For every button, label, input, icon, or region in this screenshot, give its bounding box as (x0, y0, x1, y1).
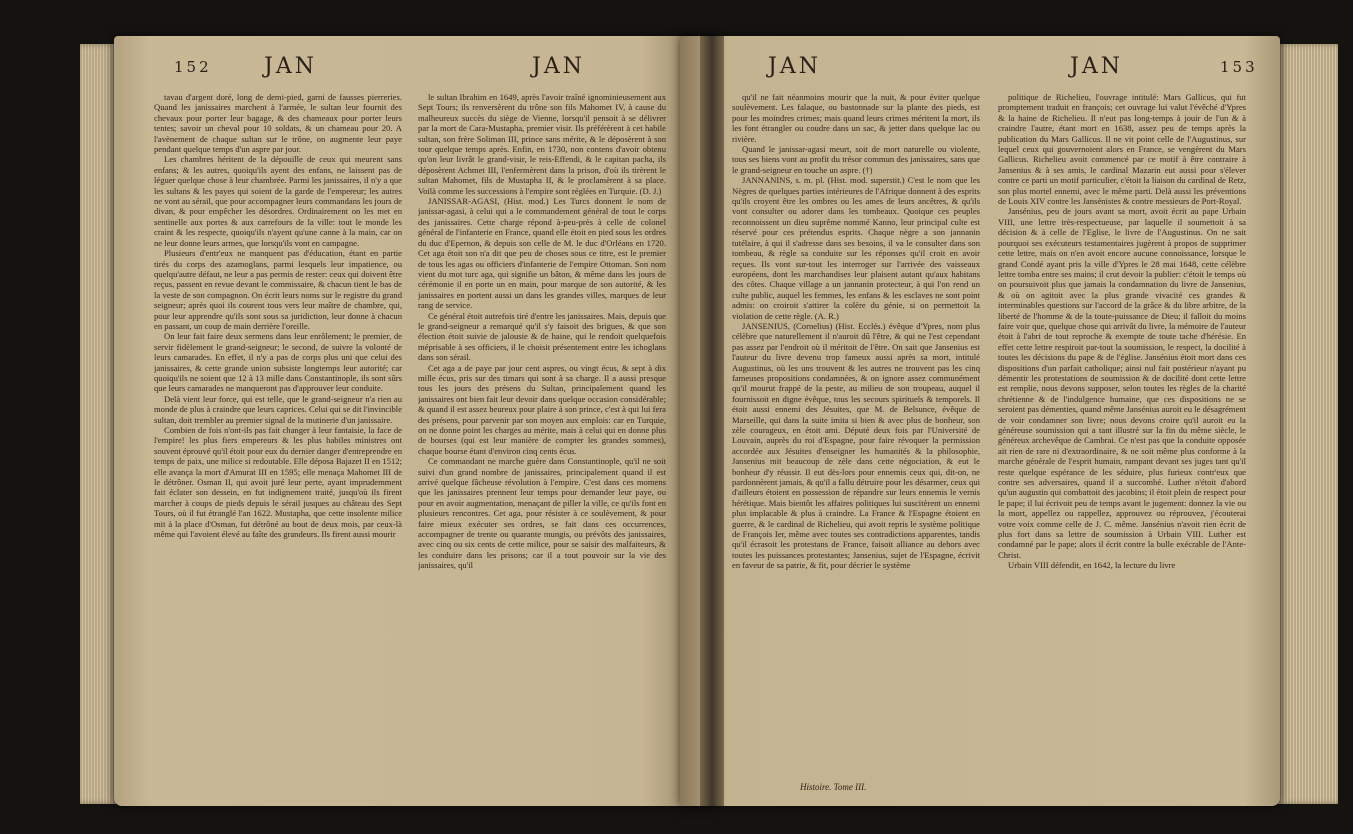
paragraph: JANNANINS, s. m. pl. (Hist. mod. superstit.) C'est le nom que les Nègres de quelques parties intérieures de l'Afrique donnent à des esprits qu'ils croyent être les ombres ou les ames de leurs ancêtres, & qu'ils vont consulter ou adorer dans les tombeaux. Quoique ces peuples reconnoissent un dieu suprême nommé Kanno, leur principal culte est réservé pour ces prétendus esprits. Chaque nègre a son jannanin tutélaire, à qui il s'adresse dans ses besoins, il va le consulter dans son tombeau, & règle sa conduite sur les réponses qu'il croit en avoir reçues. Ils vont sur-tout les interroger sur l'arrivée des vaisseaux européens, dont les marchandises leur plaisent autant qu'aux habitans des côtes. Chaque village a un jannanin protecteur, à qui l'on rend un culte public, auquel les femmes, les enfans & les esclaves ne sont point admis: on croiroit s'attirer la colère du génie, si on permettoit la violation de cette règle. (A. R.) (732, 175, 980, 321)
page-number: 152 (174, 58, 212, 76)
paragraph: qu'il ne fait néanmoins mourir que la nuit, & pour éviter quelque soulèvement. Les falaque, ou bastonnade sur la plante des pieds, est pour les moindres crimes; mais quand leurs crimes méritent la mort, ils les font étrangler ou coudre dans un sac, & jetter dans quelque lac ou rivière. (732, 92, 980, 144)
right-page-header (680, 52, 1280, 84)
paragraph: tavau d'argent doré, long de demi-pied, garni de fausses pierreries. Quand les janissaires marchent à l'armée, le sultan leur fournit des chevaux pour porter leur bagage, & des chameaux pour porter leurs tentes; savoir un cheval pour 10 soldats, & un chameau pour 20. A l'avènement de chaque sultan sur le trône, on augmente leur paye pendant quelque temps d'un aspre par jour. (154, 92, 402, 155)
paragraph: Combien de fois n'ont-ils pas fait changer à leur fantaisie, la face de l'empire! les plus fiers empereurs & les plus habiles ministres ont souvent éprouvé qu'il étoit pour eux du dernier danger d'entreprendre en temps de paix, une milice si redoutable. Elle déposa Bajazet II en 1512; elle avança la mort d'Amurat III en 1595; elle menaça Mahomet III de le détrôner. Osman II, qui avoit juré leur perte, ayant imprudemment fait éclater son dessein, en fut indignement traité, jusqu'où ils firent marcher à coups de pieds depuis le sérail jusques au château des Sept Tours, où il fut étranglé l'an 1622. Mustapha, que cette insolente milice mit à la place d'Osman, fut détrôné au bout de deux mois, par ceux-là même qui l'avoient élevé au faîte des grandeurs. Ils firent aussi mourir (154, 425, 402, 540)
running-head: JAN (768, 54, 821, 79)
right-page (680, 36, 1280, 806)
open-book (60, 14, 1310, 824)
paragraph: Quand le janissar-agasi meurt, soit de mort naturelle ou violente, tous ses biens vont au profit du trésor commun des janissaires, sans que le grand-seigneur en touche un aspre. (†) (732, 144, 980, 175)
paragraph: Plusieurs d'entr'eux ne manquent pas d'éducation, étant en partie tirés du corps des azamoglans, parmi lesquels leur impatience, ou quelqu'autre défaut, ne leur a pas permis de rester: ceux qui doivent être reçus, passent en revue devant le commissaire, & chacun tient le bas de la veste de son compagnon. On écrit leurs noms sur le registre du grand seigneur; après quoi ils courent tous vers leur maître de chambre, qui, pour leur apprendre qu'ils sont sous sa juridiction, leur donne à chacun en passant, un coup de main derrière l'oreille. (154, 248, 402, 331)
page-edges-right (1278, 44, 1338, 804)
paragraph: JANSENIUS, (Cornelius) (Hist. Ecclés.) évêque d'Ypres, nom plus célèbre que naturellement il n'auroit dû l'être, & qui ne l'est cependant pas assez par l'endroit où il méritoit de l'être. On sait que Jansenius est l'auteur du livre devenu trop fameux aussi après sa mort, intitulé Augustinus, où les uns trouvent & les autres ne trouvent pas les cinq fameuses propositions condamnées, & on ignore assez communément qu'il mourut frappé de la peste, au milieu de son troupeau, auquel il fournissoit en digne évêque, tous les secours spirituels & temporels. Il étoit aussi ennemi des Jésuites, que M. de Belsunce, évêque de Marseille, qui dans la suite imita si bien & avec plus de bonheur, son zèle courageux, en étoit ami. Député deux fois par l'Université de Louvain, auprès du roi d'Espagne, pour faire révoquer la permission accordée aux Jésuites d'enseigner les humanités & la philosophie, Jansenius mit beaucoup de zèle dans cette négociation, & eut le bonheur d'y réussir. Il eut dès-lors pour ennemis ceux qui, dit-on, ne pardonnèrent jamais, & qu'il a fallu détruire pour les désarmer, ceux qui d'ailleurs étoient en possession de répandre sur leurs ennemis le vernis hérétique. Mais bientôt les affaires politiques lui suscitèrent un ennemi plus implacable & plus à craindre. La France & l'Espagne étoient en guerre, & le cardinal de Richelieu, qui avoit repris le système politique de François Ier, même avec toutes ses contradictions apparentes, tandis qu'il écrasoit les protestans de France, faisoit alliance au dehors avec toutes les puissances protestantes; Jansenius, sujet de l'Espagne, écrivit en faveur de sa patrie, & fit, pour décrier le système (732, 320, 980, 571)
paragraph: Ce commandant ne marche guère dans Constantinople, qu'il ne soit suivi d'un grand nombre de janissaires, principalement quand il est arrivé quelque fâcheuse révolution à l'empire. C'est dans ces momens que les janissaires prennent leur temps pour demander leur paye, ou pour en avoir augmentation, menaçant de piller la ville, ce qu'ils font en plusieurs rencontres. Cet aga, pour résister à ce soulèvement, & pour faire mieux exécuter ses ordres, se fait dans ces occurrences, accompagner de trente ou quarante mungis, ou prévôts des janissaires, avec cinq ou six cents de cette milice, pour se saisir des malfaiteurs, & les conduire dans les prisons; car il a tout pouvoir sur la vie des janissaires, qu'il (418, 456, 666, 571)
running-head: JAN (264, 54, 317, 79)
signature-footer: Histoire. Tome III. (800, 782, 867, 792)
right-column-2 (998, 92, 1246, 792)
paragraph: Ce général étoit autrefois tiré d'entre les janissaires. Mais, depuis que le grand-seigneur a remarqué qu'il s'y faisoit des brigues, & que son élection étoit suivie de jalousie & de haine, qui le rendoit quelquefois méprisable à ses officiers, il le choisit présentement entre les ichoglans dans son sérail. (418, 310, 666, 363)
running-head: JAN (532, 54, 585, 79)
paragraph: On leur fait faire deux sermens dans leur enrôlement; le premier, de servir fidèlement le grand-seigneur; le second, de suivre la volonté de leurs camarades. En effet, il n'y a pas de corps plus uni que celui des janissaires, & cette grande union subsiste longtemps leur autorité; car quoiqu'ils ne soient que 12 à 13 mille dans Constantinople, ils sont sûrs que leurs camarades ne manqueront pas d'approuver leur conduite. (154, 331, 402, 394)
paragraph: Jansénius, peu de jours avant sa mort, avoit écrit au pape Urbain VIII, une lettre très-respectueuse, par laquelle il soumettoit à sa décision & à celle de l'Eglise, le livre de l'Augustinus. On ne sait pourquoi ses exécuteurs testamentaires jugèrent à propos de supprimer cette lettre, mais on n'en avoit encore aucune connoissance, lorsque le grand Condé ayant pris la ville d'Ypres le 28 mai 1648, cette célèbre lettre tomba entre ses mains; il crut devoir la publier: c'étoit le temps où on poursuivoit plus que jamais la condamnation du livre de Jansenius, & où on agitoit avec la plus grande vivacité ces grandes & interminables questions sur l'accord de la grâce & du libre arbitre, de la liberté de l'homme & de la toute-puissance de Dieu; il falloit du moins faire voir que, quelque chose qui arrivât du livre, la mémoire de l'auteur étoit à l'abri de tout reproche & exempte de toute tache d'hérésie. En effet cette lettre respiroit par-tout la soumission, le respect, la docilité à toutes les décisions du pape & de l'église. Jansénius étoit mort dans ces dispositions d'un parfait catholique; ainsi nul fait postérieur n'ayant pu démentir les protestations de soumission & de docilité dont cette lettre est remplie, nous devons supposer, selon toutes les règles de la charité chrétienne & de l'indulgence humaine, que ces dispositions ne se seroient pas démenties, quand même Jansénius auroit eu le désagrément de voir condamner son livre; nous devons croire qu'il auroit eu la généreuse soumission qui a tant illustré sur la fin du même siècle, le généreux archevêque de Cambrai. Ce n'est pas que la conduite opposée ait rien de rare ni d'extraordinaire, & ne soit même plus conforme à la marche générale de l'esprit humain, rampant devant ses juges tant qu'il reste quelque espérance de les séduire, plus furieux contr'eux que contre ses adversaires, quand il a succombé. Luther n'étoit d'abord qu'un augustin qui combattoit des jacobins; il étoit plein de respect pour le pape; il lui écrivoit peu de temps avant le jugement: donnez la vie ou la mort, appellez ou rappellez, approuvez ou réprouvez, j'écouterai votre voix comme celle de J. C. même. Jansénius n'avoit rien écrit de plus fort dans sa lettre de soumission à Urbain VIII. Luther est condamné par le pape; alors il écrit contre la bulle exécrable de l'Ante-Christ. (998, 206, 1246, 560)
running-head: JAN (1070, 54, 1123, 79)
paragraph: Les chambres héritent de la dépouille de ceux qui meurent sans enfans; & les autres, quoiqu'ils ayent des enfans, ne laissent pas de léguer quelque chose à leur chambrée. Parmi les janissaires, il n'y a que les sultans & les payes qui soient de la garde de l'empereur; les autres ne vont au sérail, que pour accompagner leurs commandans les jours de divan, & pour empêcher les désordres. Ordinairement on les met en sentinelle aux portes & aux carrefours de la ville: tout le monde les craint & les respecte, quoiqu'ils n'ayent qu'une canne à la main, car on ne leur donne leurs armes, que lorsqu'ils vont en campagne. (154, 154, 402, 248)
paragraph: Delà vient leur force, qui est telle, que le grand-seigneur n'a rien au monde de plus à craindre que leurs caprices. Celui qui se dit l'invincible sultan, doit trembler au premier signal de la mutinerie d'un janissaire. (154, 393, 402, 425)
paragraph: le sultan Ibrahim en 1649, après l'avoir traîné ignominieusement aux Sept Tours; ils renversèrent du trône son fils Mahomet IV, à cause du malheureux succès du siège de Vienne, lorsqu'il pensoit à se délivrer par la mort de Cara-Mustapha, premier visir. Ils préférèrent à cet habile sultan, son frère Soliman III, prince sans mérite, & le déposèrent à son tour quelque temps après. Enfin, en 1730, non contens d'avoir obtenu qu'on leur livrât le grand-visir, le reis-Effendi, & le capitan pacha, ils déposèrent Achmet III, l'enfermèrent dans la prison, d'où ils tirèrent le sultan Mahomet, fils de Mustapha II, & le proclamèrent à sa place. Voilà comme les successions à l'empire sont réglées en Turquie. (D. J.) (418, 92, 666, 196)
right-column-1 (732, 92, 980, 792)
left-page-header (114, 52, 714, 84)
paragraph: Urbain VIII défendit, en 1642, la lecture du livre (1008, 560, 1176, 571)
paragraph: politique de Richelieu, l'ouvrage intitulé: Mars Gallicus, qui fut promptement traduit en françois; cet ouvrage lui valut l'évêché d'Ypres & la haine de Richelieu. Il n'eut pas long-temps à jouir de l'un & à craindre l'autre, étant mort en 1638, assez peu de temps après la publication du Mars Gallicus. Il ne vit point celle de l'Augustinus, sur lequel ceux qui gouvernoient alors en France, se vengèrent du Mars Gallicus. Richelieu avoit commencé par ce motif à être contraire à Jansenius & à ses amis, le cardinal Mazarin eut aussi pour s'élever contre ce parti un motif particulier, c'étoit la liaison du cardinal de Retz, son plus mortel ennemi, avec le même parti. Delà aussi les préventions de Louis XIV contre les Jansénistes & contre messieurs de Port-Royal. (998, 92, 1246, 207)
left-column-2 (418, 92, 666, 792)
book-gutter (700, 36, 724, 806)
left-page (114, 36, 714, 806)
paragraph: Cet aga a de paye par jour cent aspres, ou vingt écus, & sept à dix mille écus, pris sur des timars qui sont à sa charge. Il a aussi presque tous les jours des présens du Sultan, principalement quand les janissaires ont bien fait leur devoir dans quelque occasion considérable; & quand il est assez heureux pour plaire à son prince, c'est à qui lui fera des présens, pour parvenir par son moyen aux emplois: car en Turquie, on ne donne point les charges au mérite, mais à celui qui en donne plus de bourses (qui est leur manière de compter les grandes sommes), chaque bourse étant d'environ cinq cents écus. (418, 362, 666, 456)
left-column-1 (154, 92, 402, 792)
page-edges-left (80, 44, 116, 804)
page-number: 153 (1220, 58, 1258, 76)
paragraph: JANISSAR-AGASI, (Hist. mod.) Les Turcs donnent le nom de janissar-agasi, à celui qui a le commandement général de tout le corps des janissaires. Cette charge répond à-peu-près à celle de colonel général de l'infanterie en France, quand elle étoit en pied sous les ordres du duc d'Epernon, & depuis son celle de M. le duc d'Orléans en 1720. Cet aga étoit son n'a dit que peu de choses sous ce titre, est le premier de tous les agas ou officiers d'infanterie de l'empire Ottoman. Son nom vient du mot turc aga, qui signifie un bâton, & même dans les jours de cérémonie il en porte un en main, pour marque de son autorité, & les janissaires en portent aussi un dans les grandes villes, marques de leur rang de service. (418, 196, 666, 311)
